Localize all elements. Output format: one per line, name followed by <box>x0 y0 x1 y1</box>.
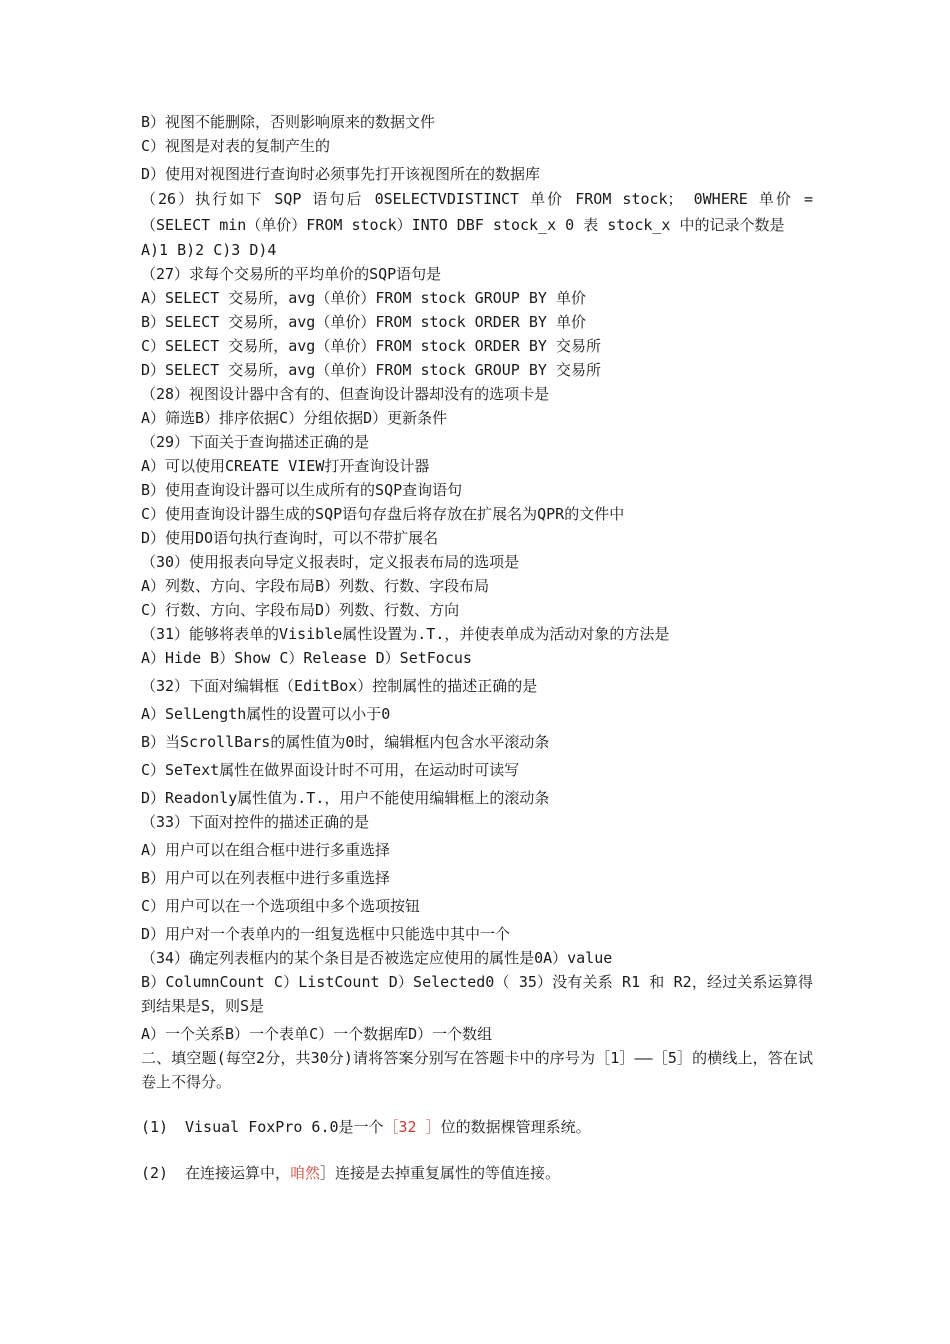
question-31-options: A）Hide B）Show C）Release D）SetFocus <box>141 649 472 667</box>
question-32: （32）下面对编辑框（EditBox）控制属性的描述正确的是 <box>141 677 538 695</box>
question-32-option-c: C）SeText属性在做界面设计时不可用，在运动时可读写 <box>141 761 520 779</box>
question-29-option-a: A）可以使用CREATE VIEW打开查询设计器 <box>141 457 430 475</box>
question-34-35: B）ColumnCount C）ListCount D）Selected0（ 35）没有关系 R1 和 R2，经过关系运算得到结果是S，则S是 <box>141 973 813 1015</box>
fill-item-2 <box>141 1160 813 1186</box>
question-29: （29）下面关于查询描述正确的是 <box>141 433 370 451</box>
question-35-options: A）一个关系B）一个表单C）一个数据库D）一个数组 <box>141 1025 493 1043</box>
question-33-option-b: B）用户可以在列表框中进行多重选择 <box>141 869 391 887</box>
question-27-option-b: B）SELECT 交易所，avg（单价）FROM stock ORDER BY 单价 <box>141 313 586 331</box>
question-28-options: A）筛选B）排序依据C）分组依据D）更新条件 <box>141 409 448 427</box>
document-page <box>141 110 813 1186</box>
fill-item-2-text-before: 在连接运算中， <box>185 1164 291 1182</box>
question-34: （34）确定列表框内的某个条目是否被选定应使用的属性是0A）value <box>141 949 613 967</box>
question-27-option-d: D）SELECT 交易所，avg（单价）FROM stock GROUP BY 交易所 <box>141 361 601 379</box>
question-33: （33）下面对控件的描述正确的是 <box>141 813 370 831</box>
question-28: （28）视图设计器中含有的、但查询设计器却没有的选项卡是 <box>141 385 550 403</box>
fill-item-1 <box>141 1114 813 1140</box>
question-30-options-ab: A）列数、方向、字段布局B）列数、行数、字段布局 <box>141 577 490 595</box>
question-33-option-a: A）用户可以在组合框中进行多重选择 <box>141 841 391 859</box>
question-27-option-c: C）SELECT 交易所，avg（单价）FROM stock ORDER BY 交易所 <box>141 337 601 355</box>
question-32-option-a: A）SelLength属性的设置可以小于0 <box>141 705 391 723</box>
fill-item-1-text-before: Visual FoxPro 6.0是一个 <box>185 1118 384 1136</box>
question-31: （31）能够将表单的Visible属性设置为.T.，并使表单成为活动对象的方法是 <box>141 625 670 643</box>
option-d-line: D）使用对视图进行查询时必须事先打开该视图所在的数据库 <box>141 165 541 183</box>
question-30: （30）使用报表向导定义报表时，定义报表布局的选项是 <box>141 553 520 571</box>
question-32-option-b: B）当ScrollBars的属性值为0时，编辑框内包含水平滚动条 <box>141 733 550 751</box>
fill-item-2-number: (2) <box>141 1164 169 1182</box>
question-29-option-c: C）使用查询设计器生成的SQP语句存盘后将存放在扩展名为QPR的文件中 <box>141 505 625 523</box>
question-29-option-b: B）使用查询设计器可以生成所有的SQP查询语句 <box>141 481 463 499</box>
fill-item-1-blank: ［32 ］ <box>383 1118 441 1136</box>
option-c-line: C）视图是对表的复制产生的 <box>141 137 331 155</box>
question-30-options-cd: C）行数、方向、字段布局D）列数、行数、方向 <box>141 601 460 619</box>
question-27: （27）求每个交易所的平均单价的SQP语句是 <box>141 265 442 283</box>
question-26-options: A)1 B)2 C)3 D)4 <box>141 241 277 259</box>
question-27-option-a: A）SELECT 交易所，avg（单价）FROM stock GROUP BY 单价 <box>141 289 586 307</box>
fill-item-2-text-after: ］连接是去掉重复属性的等值连接。 <box>320 1164 561 1182</box>
question-32-option-d: D）Readonly属性值为.T.，用户不能使用编辑框上的滚动条 <box>141 789 550 807</box>
fill-item-1-number: (1) <box>141 1118 169 1136</box>
section-fill-blank-header: 二、填空题(每空2分，共30分)请将答案分别写在答题卡中的序号为［1］——［5］的横线上，答在试卷上不得分。 <box>141 1049 813 1091</box>
question-26: （26）执行如下 SQP 语句后 0SELECTVDISTINCT 单价 FROM stock； 0WHERE 单价 =（SELECT min（单价）FROM stock）INTO DBF stock_x 0 表 stock_x 中的记录个数是 <box>141 190 813 234</box>
question-33-option-d: D）用户对一个表单内的一组复选框中只能选中其中一个 <box>141 925 511 943</box>
question-29-option-d: D）使用DO语句执行查询时，可以不带扩展名 <box>141 529 439 547</box>
fill-item-1-text-after: 位的数据棵管理系统。 <box>440 1118 591 1136</box>
fill-item-2-blank: 咱然 <box>290 1164 321 1182</box>
question-33-option-c: C）用户可以在一个选项组中多个选项按钮 <box>141 897 421 915</box>
option-b-line: B）视图不能删除，否则影响原来的数据文件 <box>141 113 436 131</box>
